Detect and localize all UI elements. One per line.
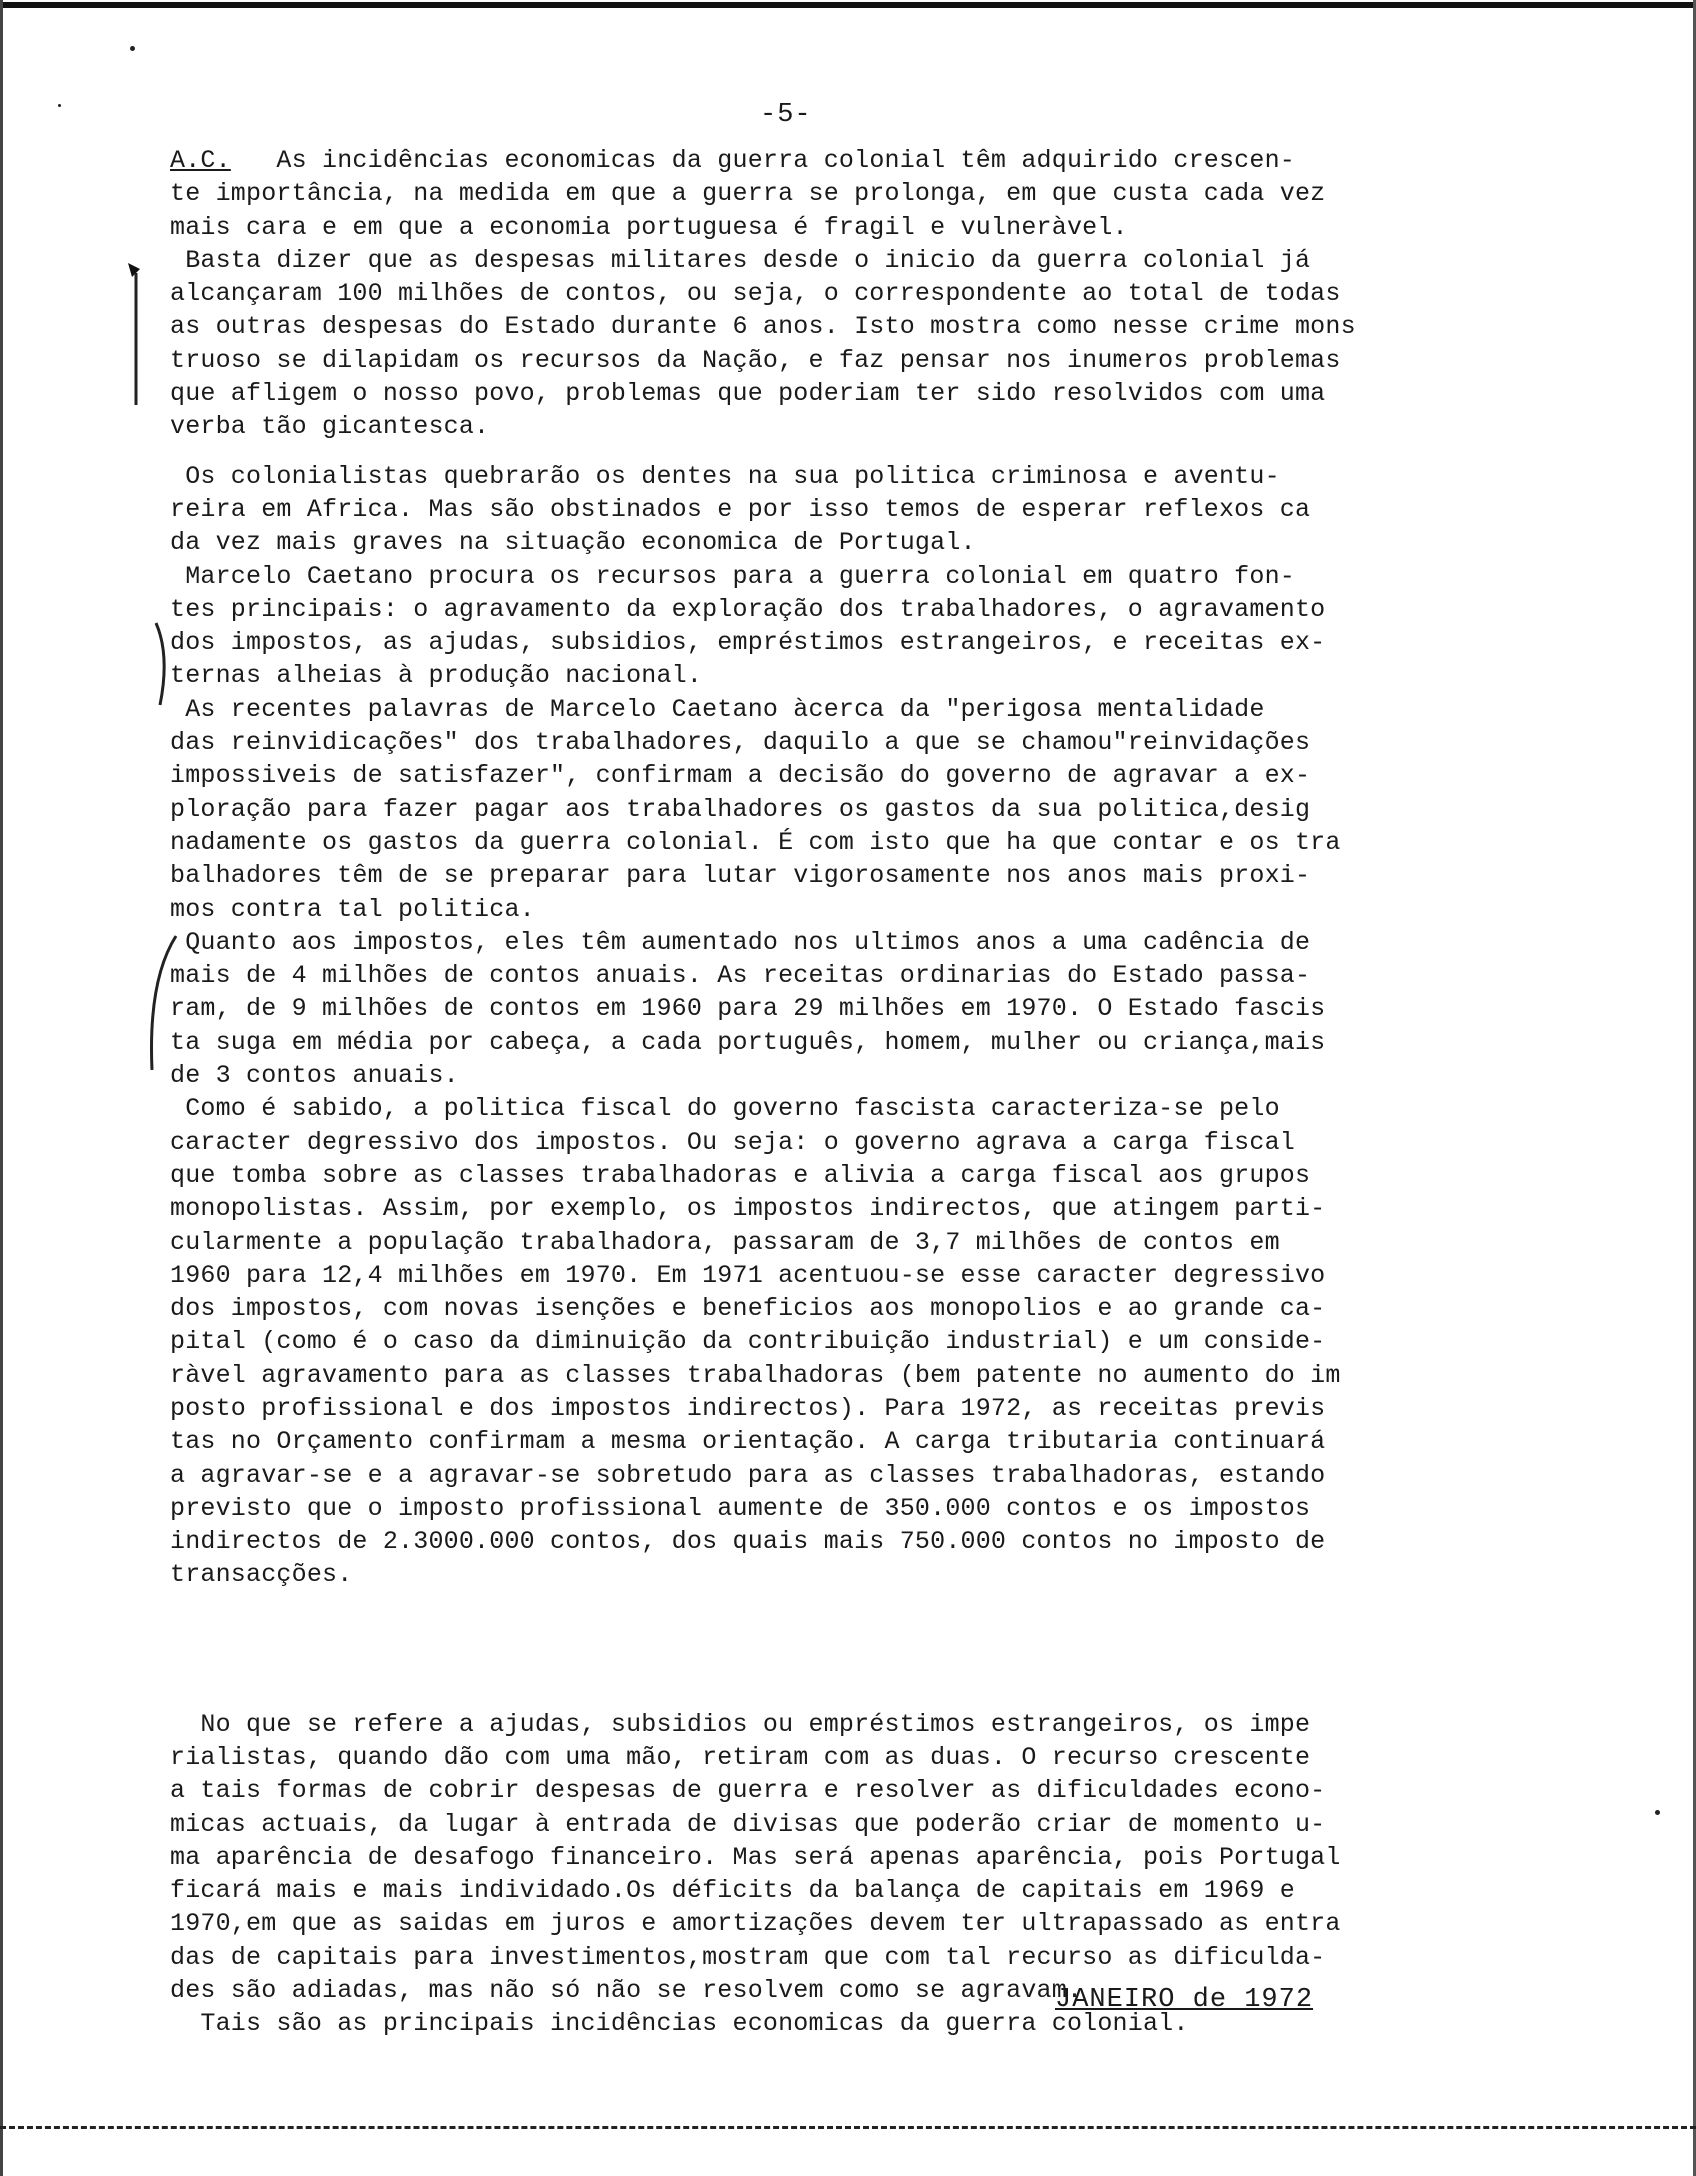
text-line: que tomba sobre as classes trabalhadoras e alivia a carga fiscal aos grupos xyxy=(170,1160,1311,1190)
text-line: No que se refere a ajudas, subsidios ou empréstimos estrangeiros, os impe xyxy=(170,1709,1311,1739)
text-line xyxy=(170,1658,1560,1691)
text-line: Basta dizer que as despesas militares desde o inicio da guerra colonial já xyxy=(170,245,1311,275)
text-line: monopolistas. Assim, por exemplo, os impostos indirectos, que atingem parti- xyxy=(170,1194,1326,1224)
text-line: dos impostos, as ajudas, subsidios, empréstimos estrangeiros, e receitas ex- xyxy=(170,628,1326,658)
text-line: das de capitais para investimentos,mostram que com tal recurso as dificulda- xyxy=(170,1942,1326,1972)
text-line: 1970,em que as saidas em juros e amortizações devem ter ultrapassado as entra xyxy=(170,1909,1341,1939)
text-line xyxy=(170,1592,1560,1625)
text-line: As recentes palavras de Marcelo Caetano àcerca da "perigosa mentalidade xyxy=(170,694,1265,724)
bottom-dashed-rule xyxy=(0,2126,1696,2129)
text-line: tas no Orçamento confirmam a mesma orientação. A carga tributaria continuará xyxy=(170,1427,1326,1457)
paragraph-military-expenses xyxy=(170,244,1560,444)
text-line: truoso se dilapidam os recursos da Nação, e faz pensar nos inumeros problemas xyxy=(170,345,1341,375)
text-line: posto profissional e dos impostos indirectos). Para 1972, as receitas previs xyxy=(170,1393,1326,1423)
text-line: mais de 4 milhões de contos anuais. As receitas ordinarias do Estado passa- xyxy=(170,961,1311,991)
text-line: dos impostos, com novas isenções e beneficios aos monopolios e ao grande ca- xyxy=(170,1294,1326,1324)
text-line: Tais são as principais incidências economicas da guerra colonial. xyxy=(170,2009,1189,2039)
paragraph-foreign-loans xyxy=(170,1708,1560,2041)
text-line: Como é sabido, a politica fiscal do governo fascista caracteriza-se pelo xyxy=(170,1094,1280,1124)
paragraph-fiscal-policy xyxy=(170,460,1560,1692)
text-line: pital (como é o caso da diminuição da contribuição industrial) e um conside- xyxy=(170,1327,1326,1357)
text-line: a tais formas de cobrir despesas de guerra e resolver as dificuldades econo- xyxy=(170,1776,1326,1806)
text-line: previsto que o imposto profissional aumente de 350.000 contos e os impostos xyxy=(170,1493,1311,1523)
text-line: ma aparência de desafogo financeiro. Mas será apenas aparência, pois Portugal xyxy=(170,1842,1341,1872)
text-line: tes principais: o agravamento da exploração dos trabalhadores, o agravamento xyxy=(170,594,1326,624)
text-line: verba tão gicantesca. xyxy=(170,412,490,442)
text-line xyxy=(170,1625,1560,1658)
text-line: alcançaram 100 milhões de contos, ou seja, o correspondente ao total de todas xyxy=(170,279,1341,309)
text-line: mos contra tal politica. xyxy=(170,894,535,924)
text-line: transacções. xyxy=(170,1560,353,1590)
text-line: micas actuais, da lugar à entrada de divisas que poderão criar de momento u- xyxy=(170,1809,1326,1839)
text-line: mais cara e em que a economia portuguesa é fragil e vulneràvel. xyxy=(170,212,1128,242)
paragraph-intro xyxy=(170,144,1560,244)
text-line: que afligem o nosso povo, problemas que poderiam ter sido resolvidos com uma xyxy=(170,379,1326,409)
scan-left-edge xyxy=(0,0,3,2176)
scan-top-edge xyxy=(0,2,1696,8)
document-date: JANEIRO de 1972 xyxy=(1055,1985,1314,2015)
text-line: de 3 contos anuais. xyxy=(170,1061,459,1091)
text-line: ternas alheias à produção nacional. xyxy=(170,661,703,691)
text-line: indirectos de 2.3000.000 contos, dos quais mais 750.000 contos no imposto de xyxy=(170,1527,1326,1557)
text-line: a agravar-se e a agravar-se sobretudo para as classes trabalhadoras, estando xyxy=(170,1460,1326,1490)
text-line: Quanto aos impostos, eles têm aumentado nos ultimos anos a uma cadência de xyxy=(170,927,1311,957)
text-line: Os colonialistas quebrarão os dentes na sua politica criminosa e aventu- xyxy=(170,461,1280,491)
text-line: des são adiadas, mas não só não se resolvem como se agravam. xyxy=(170,1976,1083,2006)
text-line: Marcelo Caetano procura os recursos para a guerra colonial em quatro fon- xyxy=(170,561,1295,591)
ink-dot xyxy=(130,46,135,51)
text-line: ficará mais e mais individado.Os déficits da balança de capitais em 1969 e xyxy=(170,1876,1295,1906)
ink-dot xyxy=(58,104,61,107)
text-line: ploração para fazer pagar aos trabalhadores os gastos da sua politica,desig xyxy=(170,794,1311,824)
text-line: as outras despesas do Estado durante 6 anos. Isto mostra como nesse crime mons xyxy=(170,312,1356,342)
paragraph-gap xyxy=(170,1692,1560,1708)
text-line: das reinvidicações" dos trabalhadores, daquilo a que se chamou"reinvidações xyxy=(170,728,1311,758)
text-line: reira em Africa. Mas são obstinados e por isso temos de esperar reflexos ca xyxy=(170,494,1311,524)
ink-dot xyxy=(1655,1810,1660,1815)
text-line: cularmente a população trabalhadora, passaram de 3,7 milhões de contos em xyxy=(170,1227,1280,1257)
document-body xyxy=(170,144,1560,2041)
text-line: ta suga em média por cabeça, a cada português, homem, mulher ou criança,mais xyxy=(170,1027,1326,1057)
text-line: caracter degressivo dos impostos. Ou seja: o governo agrava a carga fiscal xyxy=(170,1127,1295,1157)
text-line: 1960 para 12,4 milhões em 1970. Em 1971 acentuou-se esse caracter degressivo xyxy=(170,1260,1326,1290)
text-line: ràvel agravamento para as classes trabalhadoras (bem patente no aumento do im xyxy=(170,1360,1341,1390)
text-line: balhadores têm de se preparar para lutar vigorosamente nos anos mais proxi- xyxy=(170,861,1311,891)
margin-bracket-mark xyxy=(120,255,160,415)
text-line: nadamente os gastos da guerra colonial. É com isto que ha que contar e os tra xyxy=(170,827,1341,857)
section-label: A.C. xyxy=(170,146,231,175)
page-number: -5- xyxy=(760,100,812,130)
text-line: impossiveis de satisfazer", confirmam a decisão do governo de agravar a ex- xyxy=(170,761,1311,791)
text-line: te importância, na medida em que a guerra se prolonga, em que custa cada vez xyxy=(170,179,1326,209)
text-line: ram, de 9 milhões de contos em 1960 para 29 milhões em 1970. O Estado fascis xyxy=(170,994,1326,1024)
text-line: A.C. As incidências economicas da guerra colonial têm adquirido crescen- xyxy=(170,146,1295,175)
paragraph-gap xyxy=(170,444,1560,460)
text-line: da vez mais graves na situação economica de Portugal. xyxy=(170,528,976,558)
text-line: rialistas, quando dão com uma mão, retiram com as duas. O recurso crescente xyxy=(170,1742,1311,1772)
